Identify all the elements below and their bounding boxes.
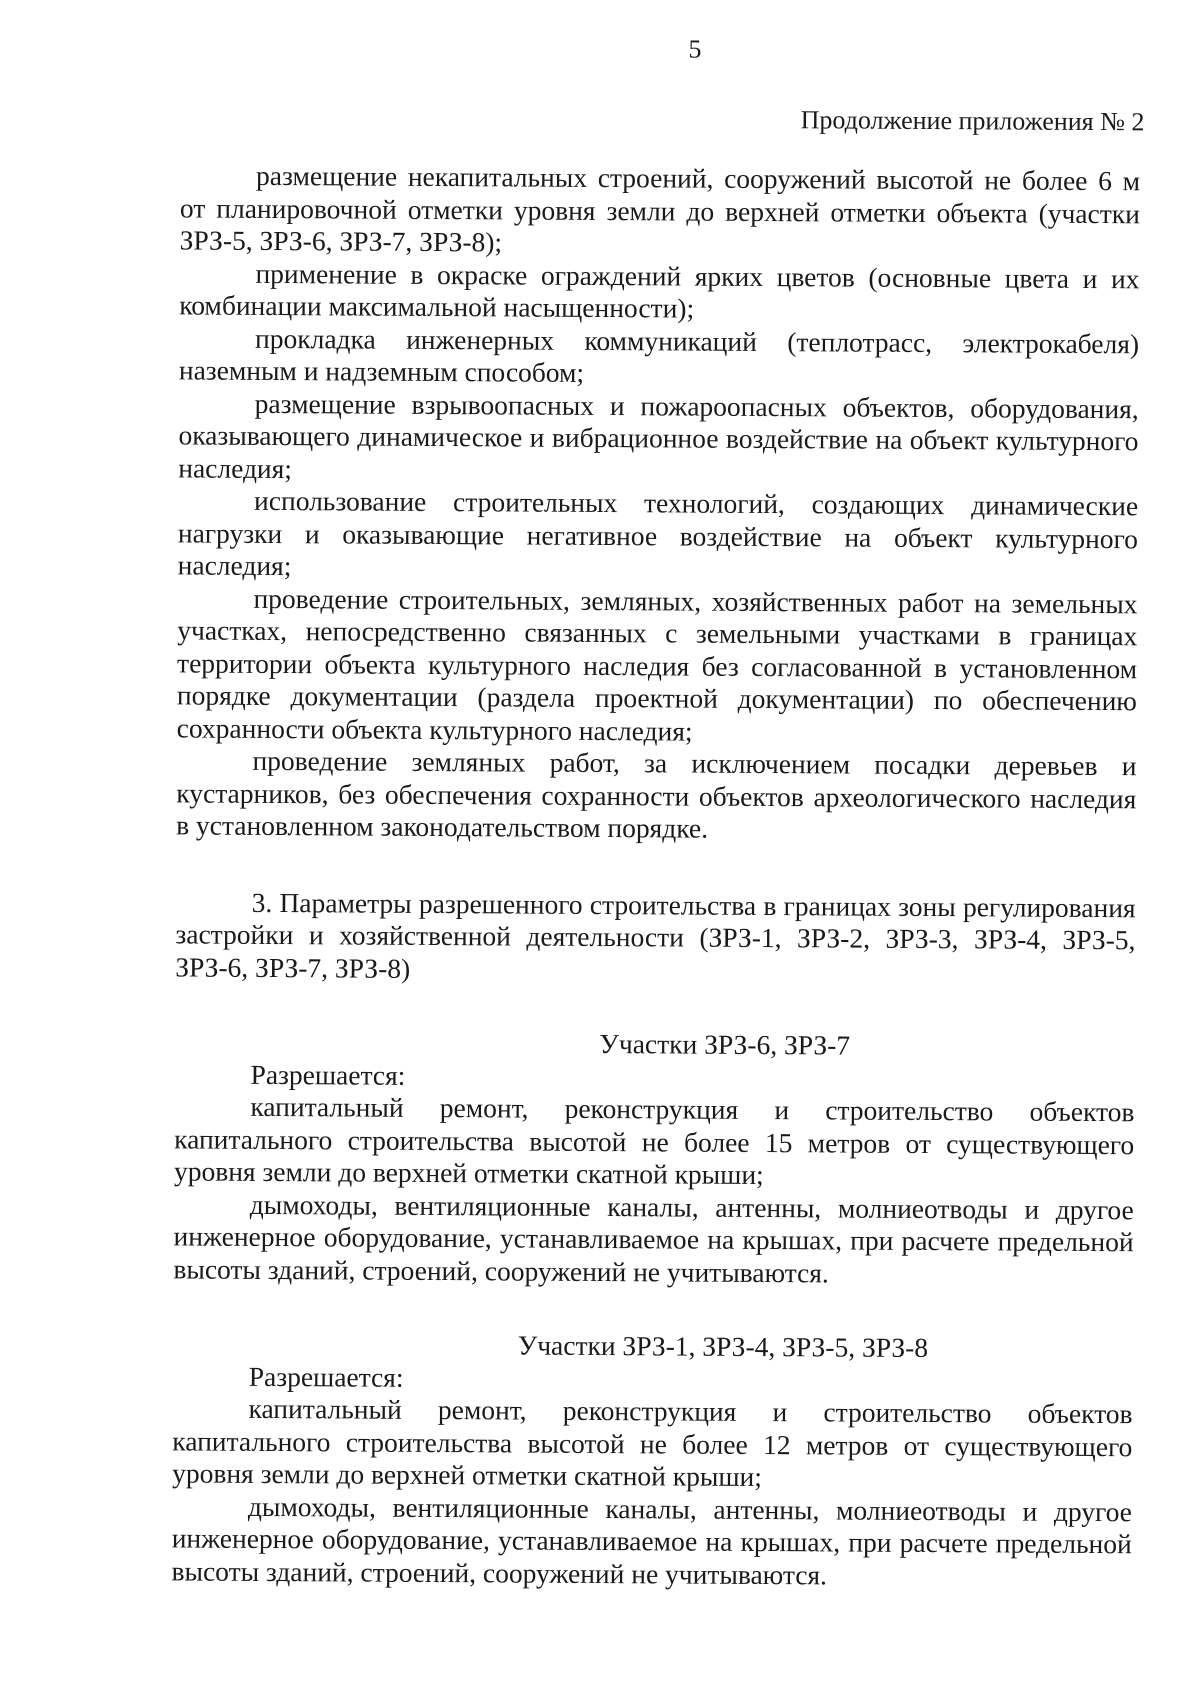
document-body xyxy=(171,159,1140,1593)
prohibition-paragraph: применение в окраске ограждений ярких цветов (основные цвета и их комбинации максимальной насыщенности); xyxy=(179,257,1140,324)
prohibition-paragraph: размещение некапитальных строений, сооружений высотой не более 6 м от планировочной отметки уровня земли до верхней отметки объекта (участки ЗРЗ-5, ЗРЗ-6, ЗРЗ-7, ЗРЗ-8); xyxy=(179,159,1141,258)
prohibition-paragraph: проведение строительных, земляных, хозяйственных работ на земельных участках, непосредственно связанных с земельными участками в границах территории объекта культурного наследия без согласованной в установленном порядке документации (раздела проектной документации) по обеспечению сохранности объекта культурного наследия; xyxy=(176,582,1138,747)
appendix-continuation-note: Продолжение приложения № 2 xyxy=(800,105,1145,137)
prohibition-paragraph: прокладка инженерных коммуникаций (теплотрасс, электрокабеля) наземным и надземным способом; xyxy=(178,322,1140,388)
prohibition-paragraph: размещение взрывоопасных и пожароопасных объектов, оборудования, оказывающего динамическое и вибрационное воздействие на объект культурного наследия; xyxy=(178,387,1139,484)
subsection-zrz-1-4-5-8 xyxy=(171,1327,1133,1593)
subsection-heading: Участки ЗРЗ-1, ЗРЗ-4, ЗРЗ-5, ЗРЗ-8 xyxy=(517,1329,929,1364)
prohibition-paragraph: проведение земляных работ, за исключением посадки деревьев и кустарников, без обеспечения сохранности объектов археологического наследия в установленном законодательством порядке. xyxy=(176,744,1137,844)
allowed-label: Разрешается: xyxy=(250,1058,406,1091)
allowed-item: капитальный ремонт, реконструкция и строительство объектов капитального строительства высотой не более 12 метров от существующего уровня земли до верхней отметки скатной крыши; xyxy=(172,1392,1133,1493)
allowed-item: капитальный ремонт, реконструкция и строительство объектов капитального строительства высотой не более 15 метров от существующего уровня земли до верхней отметки скатной крыши; xyxy=(173,1090,1135,1191)
allowed-label: Разрешается: xyxy=(248,1360,404,1393)
page-number: 5 xyxy=(688,34,702,64)
prohibition-paragraph: использование строительных технологий, создающих динамические нагрузки и оказывающие негативное воздействие на объект культурного наследия; xyxy=(177,484,1139,582)
allowed-item: дымоходы, вентиляционные каналы, антенны, молниеотводы и другое инженерное оборудование, устанавливаемое на крышах, при расчете предельной высоты зданий, строений, сооружений не учитываются. xyxy=(173,1188,1134,1288)
subsection-zrz-6-7 xyxy=(173,1025,1135,1291)
section-3-title: 3. Параметры разрешенного строительства в границах зоны регулирования застройки и хозяйственной деятельности (ЗРЗ-1, ЗРЗ-2, ЗРЗ-3, ЗРЗ-4, ЗРЗ-5, ЗРЗ-6, ЗРЗ-7, ЗРЗ-8) xyxy=(175,886,1136,984)
subsection-heading: Участки ЗРЗ-6, ЗРЗ-7 xyxy=(599,1028,851,1061)
allowed-item: дымоходы, вентиляционные каналы, антенны, молниеотводы и другое инженерное оборудование, устанавливаемое на крышах, при расчете предельной высоты зданий, строений, сооружений не учитываются. xyxy=(171,1490,1133,1590)
